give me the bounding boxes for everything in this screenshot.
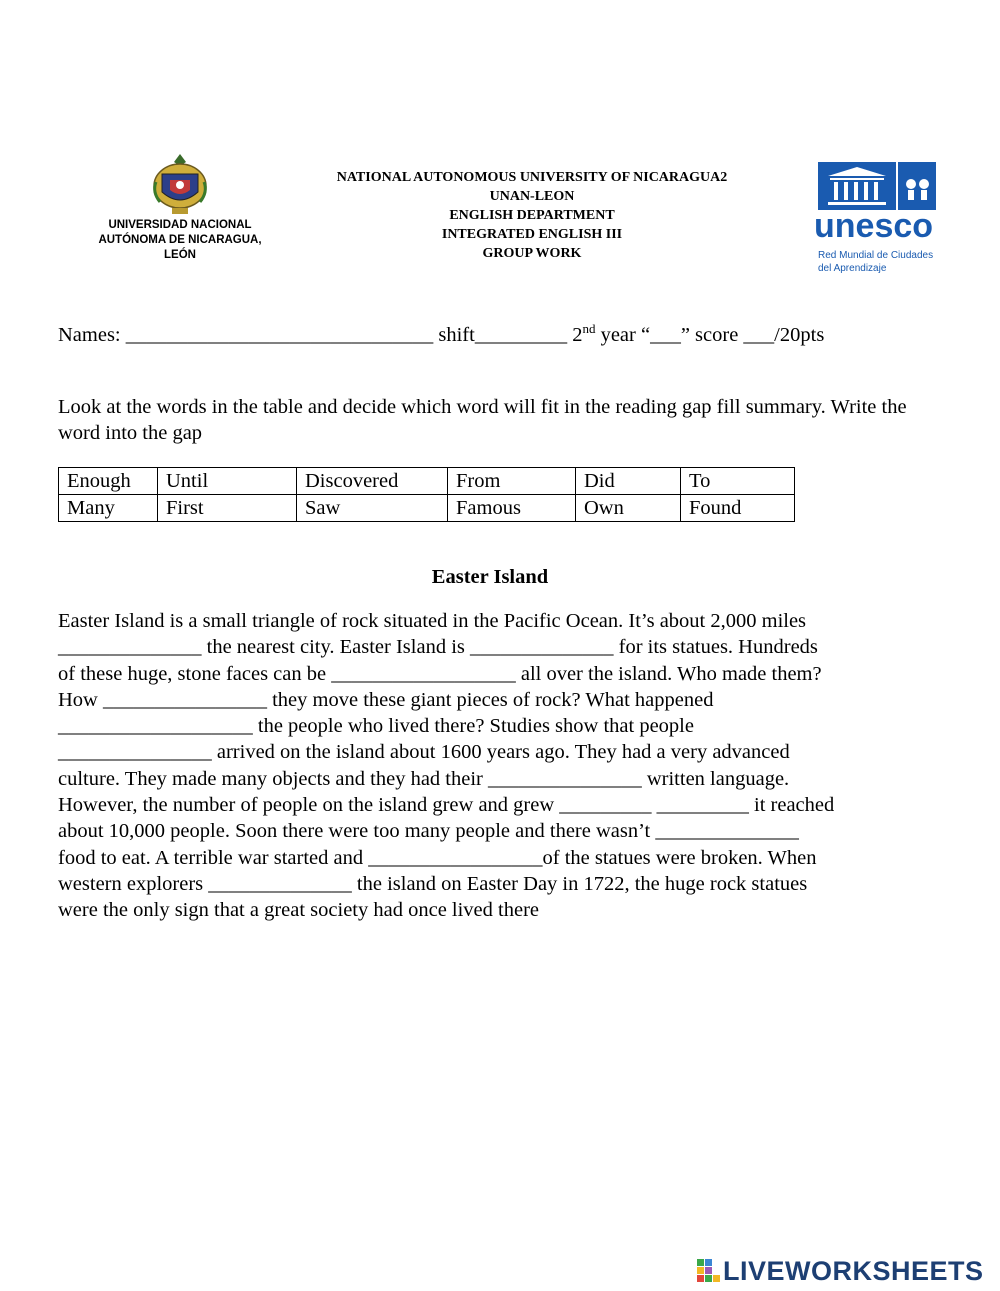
word-bank-row [59,495,795,522]
year-number: 2 [567,324,583,346]
word-cell: Enough [59,468,158,495]
reading-line: However, the number of people on the island grew and grew _________ _________ it reached [58,794,835,817]
unesco-subtitle [818,249,933,275]
word-cell: From [448,468,576,495]
reading-title: Easter Island [431,566,549,588]
word-bank-row [59,468,795,495]
reading-line: food to eat. A terrible war started and _________________of the statues were broken. When [58,846,817,869]
unesco-temple-icon [818,162,936,210]
year-score-label: year “___” score ___/20pts [595,324,825,346]
university-crest-logo [150,152,210,218]
names-input-blank[interactable]: ______________________________ [125,324,434,346]
names-line [58,322,938,348]
university-name-line-2: AUTÓNOMA DE NICARAGUA, [98,234,262,246]
reading-line: Easter Island is a small triangle of rock situated in the Pacific Ocean. It’s about 2,000 miles [58,610,807,632]
unesco-subtitle-line-2: del Aprendizaje [818,263,887,274]
shift-label: shift [433,324,475,346]
word-cell: Discovered [297,468,448,495]
liveworksheets-logo [697,1256,984,1286]
word-bank-table [58,467,795,522]
university-name-line-3: LEÓN [164,249,196,261]
reading-line: ___________________ the people who lived there? Studies show that people [58,715,694,738]
university-name-line-1: UNIVERSIDAD NACIONAL [108,219,252,231]
document-header [282,168,782,263]
shift-input-blank[interactable]: _________ [474,324,568,346]
word-cell: Found [681,495,795,522]
reading-line: ______________ the nearest city. Easter Island is ______________ for its statues. Hundreds [58,636,818,659]
header-line-course: INTEGRATED ENGLISH III [441,227,623,242]
year-ordinal-suffix: nd [582,321,596,337]
word-cell: Many [59,495,158,522]
instructions-text: Look at the words in the table and decide which word will fit in the reading gap fill summary. Write the word into the gap [58,396,907,444]
liveworksheets-wordmark: LIVEWORKSHEETS [723,1255,984,1286]
reading-line: of these huge, stone faces can be __________________ all over the island. Who made them? [58,662,822,685]
word-cell: Own [576,495,681,522]
word-cell: To [681,468,795,495]
word-cell: Saw [297,495,448,522]
liveworksheets-icon [697,1259,721,1283]
header-line-activity: GROUP WORK [482,246,582,261]
reading-line: _______________ arrived on the island about 1600 years ago. They had a very advanced [58,741,790,764]
unesco-wordmark: unesco [814,207,934,245]
word-cell: Until [158,468,297,495]
reading-line: western explorers ______________ the island on Easter Day in 1722, the huge rock statues [58,872,808,895]
word-cell: Famous [448,495,576,522]
header-line-department: ENGLISH DEPARTMENT [449,208,615,223]
word-cell: First [158,495,297,522]
university-name-block [80,218,280,263]
reading-line: were the only sign that a great society had once lived there [58,899,539,922]
header-line-unan: UNAN-LEON [489,189,575,204]
word-cell: Did [576,468,681,495]
reading-line: How ________________ they move these giant pieces of rock? What happened [58,688,714,711]
header-line-university: NATIONAL AUTONOMOUS UNIVERSITY OF NICARAGUA2 [336,170,728,185]
unesco-subtitle-line-1: Red Mundial de Ciudades [818,250,934,261]
reading-passage [58,608,938,924]
reading-line: about 10,000 people. Soon there were too many people and there wasn’t ______________ [58,820,799,843]
reading-line: culture. They made many objects and they had their _______________ written language. [58,767,790,790]
names-label: Names: [58,324,126,346]
